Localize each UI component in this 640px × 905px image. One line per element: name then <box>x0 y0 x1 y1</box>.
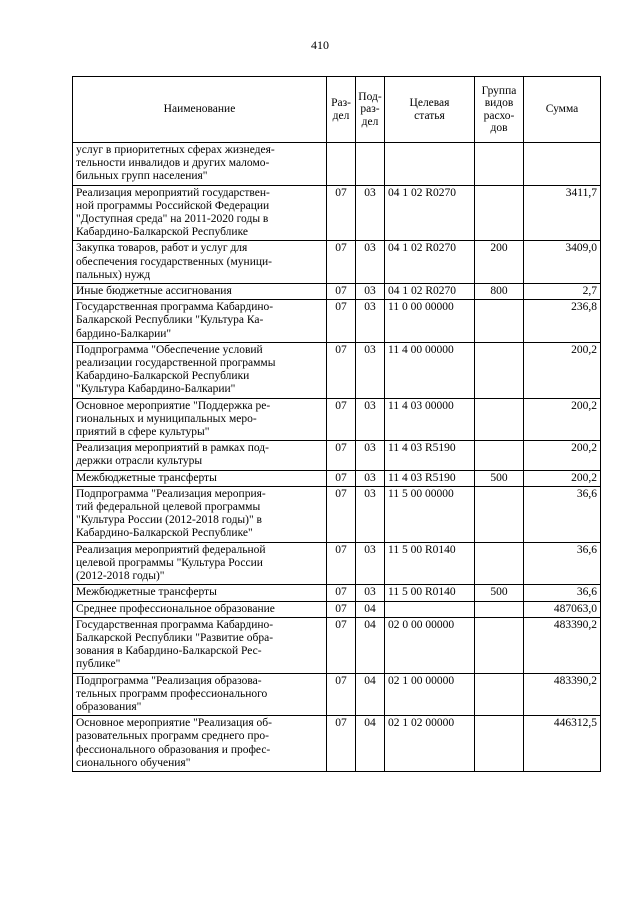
row-gruppa-cell <box>475 673 524 716</box>
row-celevaya-statya-cell: 04 1 02 R0270 <box>385 284 475 300</box>
row-podrazdel-cell: 03 <box>356 398 385 441</box>
row-celevaya-statya-cell: 11 5 00 00000 <box>385 486 475 542</box>
row-summa-cell: 36,6 <box>524 542 601 585</box>
row-podrazdel-cell: 03 <box>356 185 385 241</box>
row-razdel-cell: 07 <box>327 585 356 601</box>
row-gruppa-cell <box>475 486 524 542</box>
row-gruppa-cell: 500 <box>475 470 524 486</box>
table-row <box>73 342 601 398</box>
row-celevaya-statya-cell: 11 5 00 R0140 <box>385 585 475 601</box>
row-celevaya-statya-cell: 11 5 00 R0140 <box>385 542 475 585</box>
row-gruppa-cell <box>475 143 524 186</box>
row-summa-cell: 200,2 <box>524 342 601 398</box>
budget-table <box>72 76 601 772</box>
row-podrazdel-cell: 04 <box>356 673 385 716</box>
row-summa-cell: 446312,5 <box>524 716 601 772</box>
row-summa-cell: 483390,2 <box>524 617 601 673</box>
row-name-cell: услуг в приоритетных сферах жизнедея- тельности инвалидов и других маломо- бильных групп населения" <box>73 143 327 186</box>
row-gruppa-cell <box>475 441 524 470</box>
table-row <box>73 673 601 716</box>
row-celevaya-statya-cell: 11 4 03 00000 <box>385 398 475 441</box>
row-gruppa-cell: 200 <box>475 241 524 284</box>
row-summa-cell: 236,8 <box>524 300 601 343</box>
row-gruppa-cell <box>475 398 524 441</box>
row-razdel-cell: 07 <box>327 601 356 617</box>
row-gruppa-cell <box>475 300 524 343</box>
table-row <box>73 486 601 542</box>
row-podrazdel-cell: 04 <box>356 617 385 673</box>
table-row <box>73 441 601 470</box>
row-podrazdel-cell: 03 <box>356 441 385 470</box>
header-gruppa-vidov-rashodov: Группа видов расхо- дов <box>475 77 524 143</box>
row-summa-cell: 487063,0 <box>524 601 601 617</box>
table-row <box>73 470 601 486</box>
row-razdel-cell: 07 <box>327 300 356 343</box>
row-razdel-cell: 07 <box>327 284 356 300</box>
row-name-cell: Подпрограмма "Обеспечение условий реализации государственной программы Кабардино-Балкарской Республики "Культура Кабардино-Балкарии" <box>73 342 327 398</box>
row-summa-cell: 36,6 <box>524 585 601 601</box>
row-name-cell: Государственная программа Кабардино- Балкарской Республики "Развитие обра- зования в Кабардино-Балкарской Рес- публике" <box>73 617 327 673</box>
row-summa-cell <box>524 143 601 186</box>
row-razdel-cell <box>327 143 356 186</box>
row-name-cell: Межбюджетные трансферты <box>73 470 327 486</box>
row-razdel-cell: 07 <box>327 673 356 716</box>
row-podrazdel-cell: 03 <box>356 284 385 300</box>
row-razdel-cell: 07 <box>327 542 356 585</box>
row-name-cell: Реализация мероприятий государствен- ной программы Российской Федерации "Доступная среда" на 2011-2020 годы в Кабардино-Балкарской Республике <box>73 185 327 241</box>
header-podrazdel: Под- раз- дел <box>356 77 385 143</box>
row-celevaya-statya-cell: 02 1 00 00000 <box>385 673 475 716</box>
row-celevaya-statya-cell: 11 4 03 R5190 <box>385 441 475 470</box>
table-row <box>73 185 601 241</box>
row-summa-cell: 3411,7 <box>524 185 601 241</box>
table-row <box>73 617 601 673</box>
table-row <box>73 300 601 343</box>
row-razdel-cell: 07 <box>327 470 356 486</box>
row-celevaya-statya-cell: 11 4 03 R5190 <box>385 470 475 486</box>
row-celevaya-statya-cell: 11 0 00 00000 <box>385 300 475 343</box>
row-celevaya-statya-cell <box>385 143 475 186</box>
row-summa-cell: 2,7 <box>524 284 601 300</box>
table-row <box>73 716 601 772</box>
row-name-cell: Закупка товаров, работ и услуг для обеспечения государственных (муници- пальных) нужд <box>73 241 327 284</box>
row-gruppa-cell <box>475 542 524 585</box>
row-summa-cell: 3409,0 <box>524 241 601 284</box>
row-razdel-cell: 07 <box>327 716 356 772</box>
row-podrazdel-cell: 03 <box>356 585 385 601</box>
row-gruppa-cell <box>475 342 524 398</box>
row-gruppa-cell: 500 <box>475 585 524 601</box>
row-name-cell: Подпрограмма "Реализация образова- тельных программ профессионального образования" <box>73 673 327 716</box>
row-podrazdel-cell: 03 <box>356 241 385 284</box>
table-row <box>73 585 601 601</box>
row-razdel-cell: 07 <box>327 617 356 673</box>
table-row <box>73 542 601 585</box>
row-podrazdel-cell: 03 <box>356 300 385 343</box>
row-name-cell: Государственная программа Кабардино- Балкарской Республики "Культура Ка- бардино-Балкарии" <box>73 300 327 343</box>
row-name-cell: Среднее профессиональное образование <box>73 601 327 617</box>
row-summa-cell: 200,2 <box>524 441 601 470</box>
row-name-cell: Основное мероприятие "Поддержка ре- гиональных и муниципальных меро- приятий в сфере культуры" <box>73 398 327 441</box>
row-razdel-cell: 07 <box>327 398 356 441</box>
table-body <box>73 143 601 772</box>
table-row <box>73 284 601 300</box>
row-gruppa-cell <box>475 601 524 617</box>
row-name-cell: Основное мероприятие "Реализация об- разовательных программ среднего про- фессионального образования и профес- сионального обучения" <box>73 716 327 772</box>
header-celevaya-statya: Целевая статья <box>385 77 475 143</box>
row-podrazdel-cell: 04 <box>356 601 385 617</box>
row-name-cell: Реализация мероприятий федеральной целевой программы "Культура России (2012-2018 годы)" <box>73 542 327 585</box>
row-podrazdel-cell: 03 <box>356 542 385 585</box>
row-name-cell: Межбюджетные трансферты <box>73 585 327 601</box>
row-podrazdel-cell: 03 <box>356 342 385 398</box>
header-row <box>73 77 601 143</box>
table-row <box>73 143 601 186</box>
header-summa: Сумма <box>524 77 601 143</box>
row-gruppa-cell <box>475 716 524 772</box>
row-celevaya-statya-cell: 04 1 02 R0270 <box>385 241 475 284</box>
row-podrazdel-cell: 04 <box>356 716 385 772</box>
row-gruppa-cell: 800 <box>475 284 524 300</box>
row-podrazdel-cell <box>356 143 385 186</box>
row-name-cell: Реализация мероприятий в рамках под- держки отрасли культуры <box>73 441 327 470</box>
row-summa-cell: 36,6 <box>524 486 601 542</box>
header-name: Наименование <box>73 77 327 143</box>
row-celevaya-statya-cell <box>385 601 475 617</box>
table-row <box>73 601 601 617</box>
row-podrazdel-cell: 03 <box>356 486 385 542</box>
row-name-cell: Иные бюджетные ассигнования <box>73 284 327 300</box>
table-header <box>73 77 601 143</box>
row-summa-cell: 200,2 <box>524 398 601 441</box>
row-celevaya-statya-cell: 11 4 00 00000 <box>385 342 475 398</box>
page-number: 410 <box>311 38 329 52</box>
row-celevaya-statya-cell: 02 0 00 00000 <box>385 617 475 673</box>
row-name-cell: Подпрограмма "Реализация мероприя- тий федеральной целевой программы "Культура России (2012-2018 годы)" в Кабардино-Балкарской Республике" <box>73 486 327 542</box>
row-gruppa-cell <box>475 617 524 673</box>
header-razdel: Раз- дел <box>327 77 356 143</box>
row-celevaya-statya-cell: 02 1 02 00000 <box>385 716 475 772</box>
row-razdel-cell: 07 <box>327 441 356 470</box>
row-razdel-cell: 07 <box>327 241 356 284</box>
table-row <box>73 398 601 441</box>
row-razdel-cell: 07 <box>327 185 356 241</box>
row-gruppa-cell <box>475 185 524 241</box>
table-row <box>73 241 601 284</box>
row-celevaya-statya-cell: 04 1 02 R0270 <box>385 185 475 241</box>
row-razdel-cell: 07 <box>327 342 356 398</box>
row-razdel-cell: 07 <box>327 486 356 542</box>
row-podrazdel-cell: 03 <box>356 470 385 486</box>
row-summa-cell: 483390,2 <box>524 673 601 716</box>
row-summa-cell: 200,2 <box>524 470 601 486</box>
